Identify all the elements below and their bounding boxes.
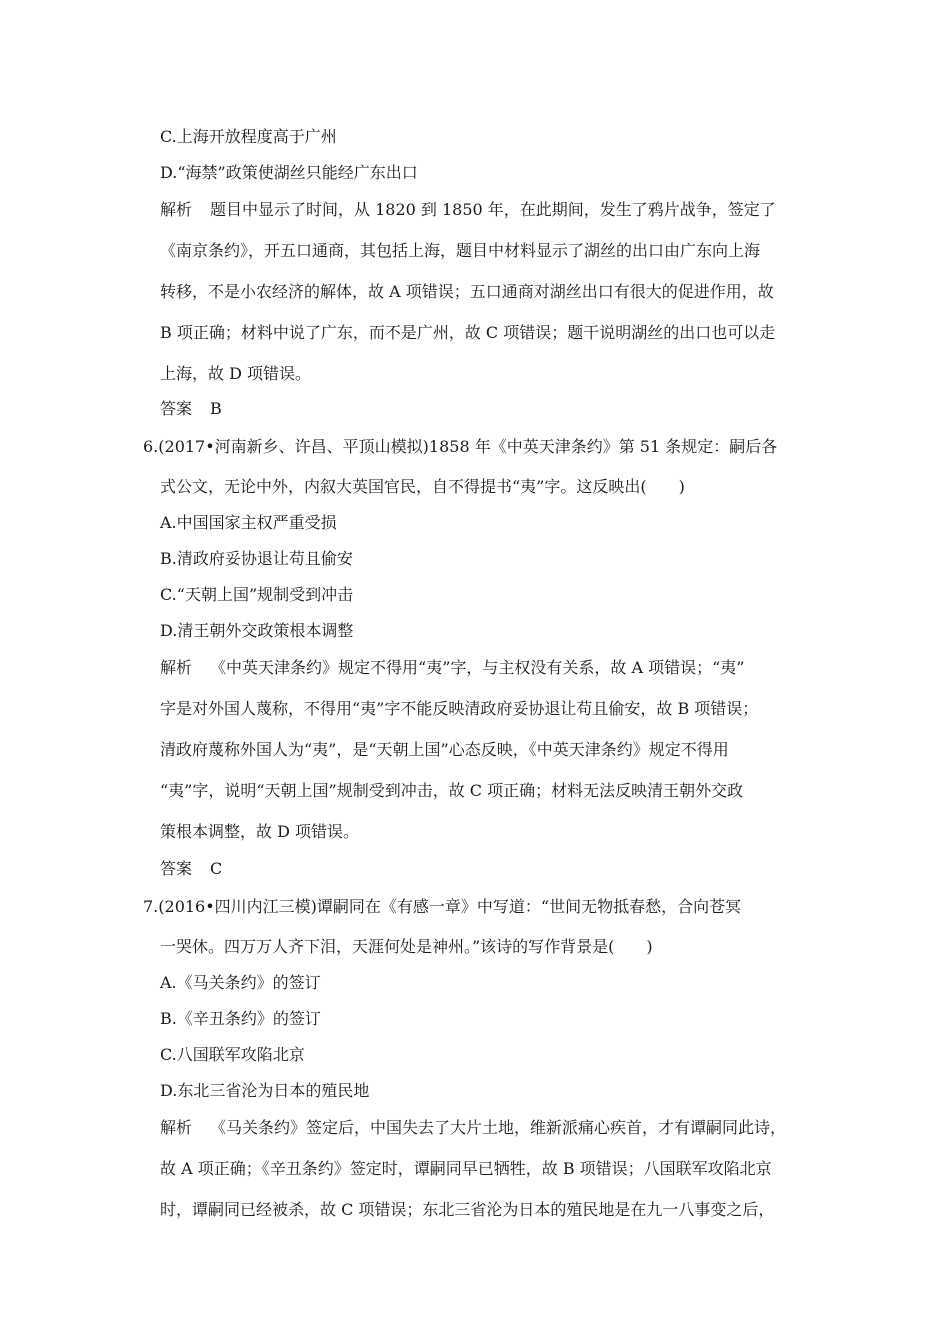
q6-analysis-line-1: 解析 《中英天津条约》规定不得用“夷”字，与主权没有关系，故 A 项错误；“夷” xyxy=(160,658,745,677)
q6-answer xyxy=(160,859,222,879)
q5-analysis-label: 解析 xyxy=(160,200,193,219)
q5-analysis-line-3: 转移，不是小农经济的解体，故 A 项错误；五口通商对湖丝出口有很大的促进作用，故 xyxy=(160,282,774,301)
q5-option-d: D.“海禁”政策使湖丝只能经广东出口 xyxy=(160,163,418,182)
q5-answer-label: 答案 xyxy=(160,399,193,418)
q7-option-d: D.东北三省沦为日本的殖民地 xyxy=(160,1081,370,1100)
q5-answer xyxy=(160,399,222,419)
q7-stem-line-1: 7.(2016•四川内江三模)谭嗣同在《有感一章》中写道：“世间无物抵春愁，合向苍冥 xyxy=(143,897,742,916)
q7-analysis-line-1: 解析 《马关条约》签定后，中国失去了大片土地，维新派痛心疾首，才有谭嗣同此诗， xyxy=(160,1118,787,1137)
q7-analysis-line-2: 故 A 项正确；《辛丑条约》签定时，谭嗣同早已牺牲，故 B 项错误；八国联军攻陷北京 xyxy=(160,1159,772,1178)
q7-option-c: C.八国联军攻陷北京 xyxy=(160,1045,305,1064)
q6-stem-line-1: 6.(2017•河南新乡、许昌、平顶山模拟)1858 年《中英天津条约》第 51 条规定：嗣后各 xyxy=(143,437,778,456)
q7-option-b: B.《辛丑条约》的签订 xyxy=(160,1009,321,1028)
q6-answer-value: C xyxy=(210,859,223,878)
q5-analysis-line-1: 解析 题目中显示了时间，从 1820 到 1850 年，在此期间，发生了鸦片战争，签定了 xyxy=(160,200,776,219)
q6-analysis-line-2: 字是对外国人蔑称，不得用“夷”字不能反映清政府妥协退让苟且偷安，故 B 项错误； xyxy=(160,699,759,718)
q7-option-a: A.《马关条约》的签订 xyxy=(160,973,321,992)
q5-analysis-line-4: B 项正确；材料中说了广东，而不是广州，故 C 项错误；题干说明湖丝的出口也可以走 xyxy=(160,323,776,342)
q6-option-a: A.中国国家主权严重受损 xyxy=(160,513,337,532)
q7-analysis-line-3: 时，谭嗣同已经被杀，故 C 项错误；东北三省沦为日本的殖民地是在九一八事变之后， xyxy=(160,1200,775,1219)
q6-analysis-line-3: 清政府蔑称外国人为“夷”，是“天朝上国”心态反映，《中英天津条约》规定不得用 xyxy=(160,740,729,759)
q6-option-d: D.清王朝外交政策根本调整 xyxy=(160,621,354,640)
q6-analysis-label: 解析 xyxy=(160,658,193,677)
q5-option-c: C.上海开放程度高于广州 xyxy=(160,127,337,146)
q7-stem-line-2: 一哭休。四万万人齐下泪，天涯何处是神州。”该诗的写作背景是( ) xyxy=(160,937,653,956)
q5-analysis-line-5: 上海，故 D 项错误。 xyxy=(160,364,312,383)
q6-answer-label: 答案 xyxy=(160,859,193,878)
q6-stem-line-2: 式公文，无论中外，内叙大英国官民，自不得提书“夷”字。这反映出( ) xyxy=(160,477,685,496)
q6-analysis-line-5: 策根本调整，故 D 项错误。 xyxy=(160,822,360,841)
q7-analysis-label: 解析 xyxy=(160,1118,193,1137)
q5-answer-value: B xyxy=(210,399,222,418)
q6-analysis-line-4: “夷”字，说明“天朝上国”规制受到冲击，故 C 项正确；材料无法反映清王朝外交政 xyxy=(160,781,744,800)
q6-option-c: C.“天朝上国”规制受到冲击 xyxy=(160,585,354,604)
q5-analysis-line-2: 《南京条约》，开五口通商，其包括上海，题目中材料显示了湖丝的出口由广东向上海 xyxy=(160,241,761,260)
q6-option-b: B.清政府妥协退让苟且偷安 xyxy=(160,549,353,568)
